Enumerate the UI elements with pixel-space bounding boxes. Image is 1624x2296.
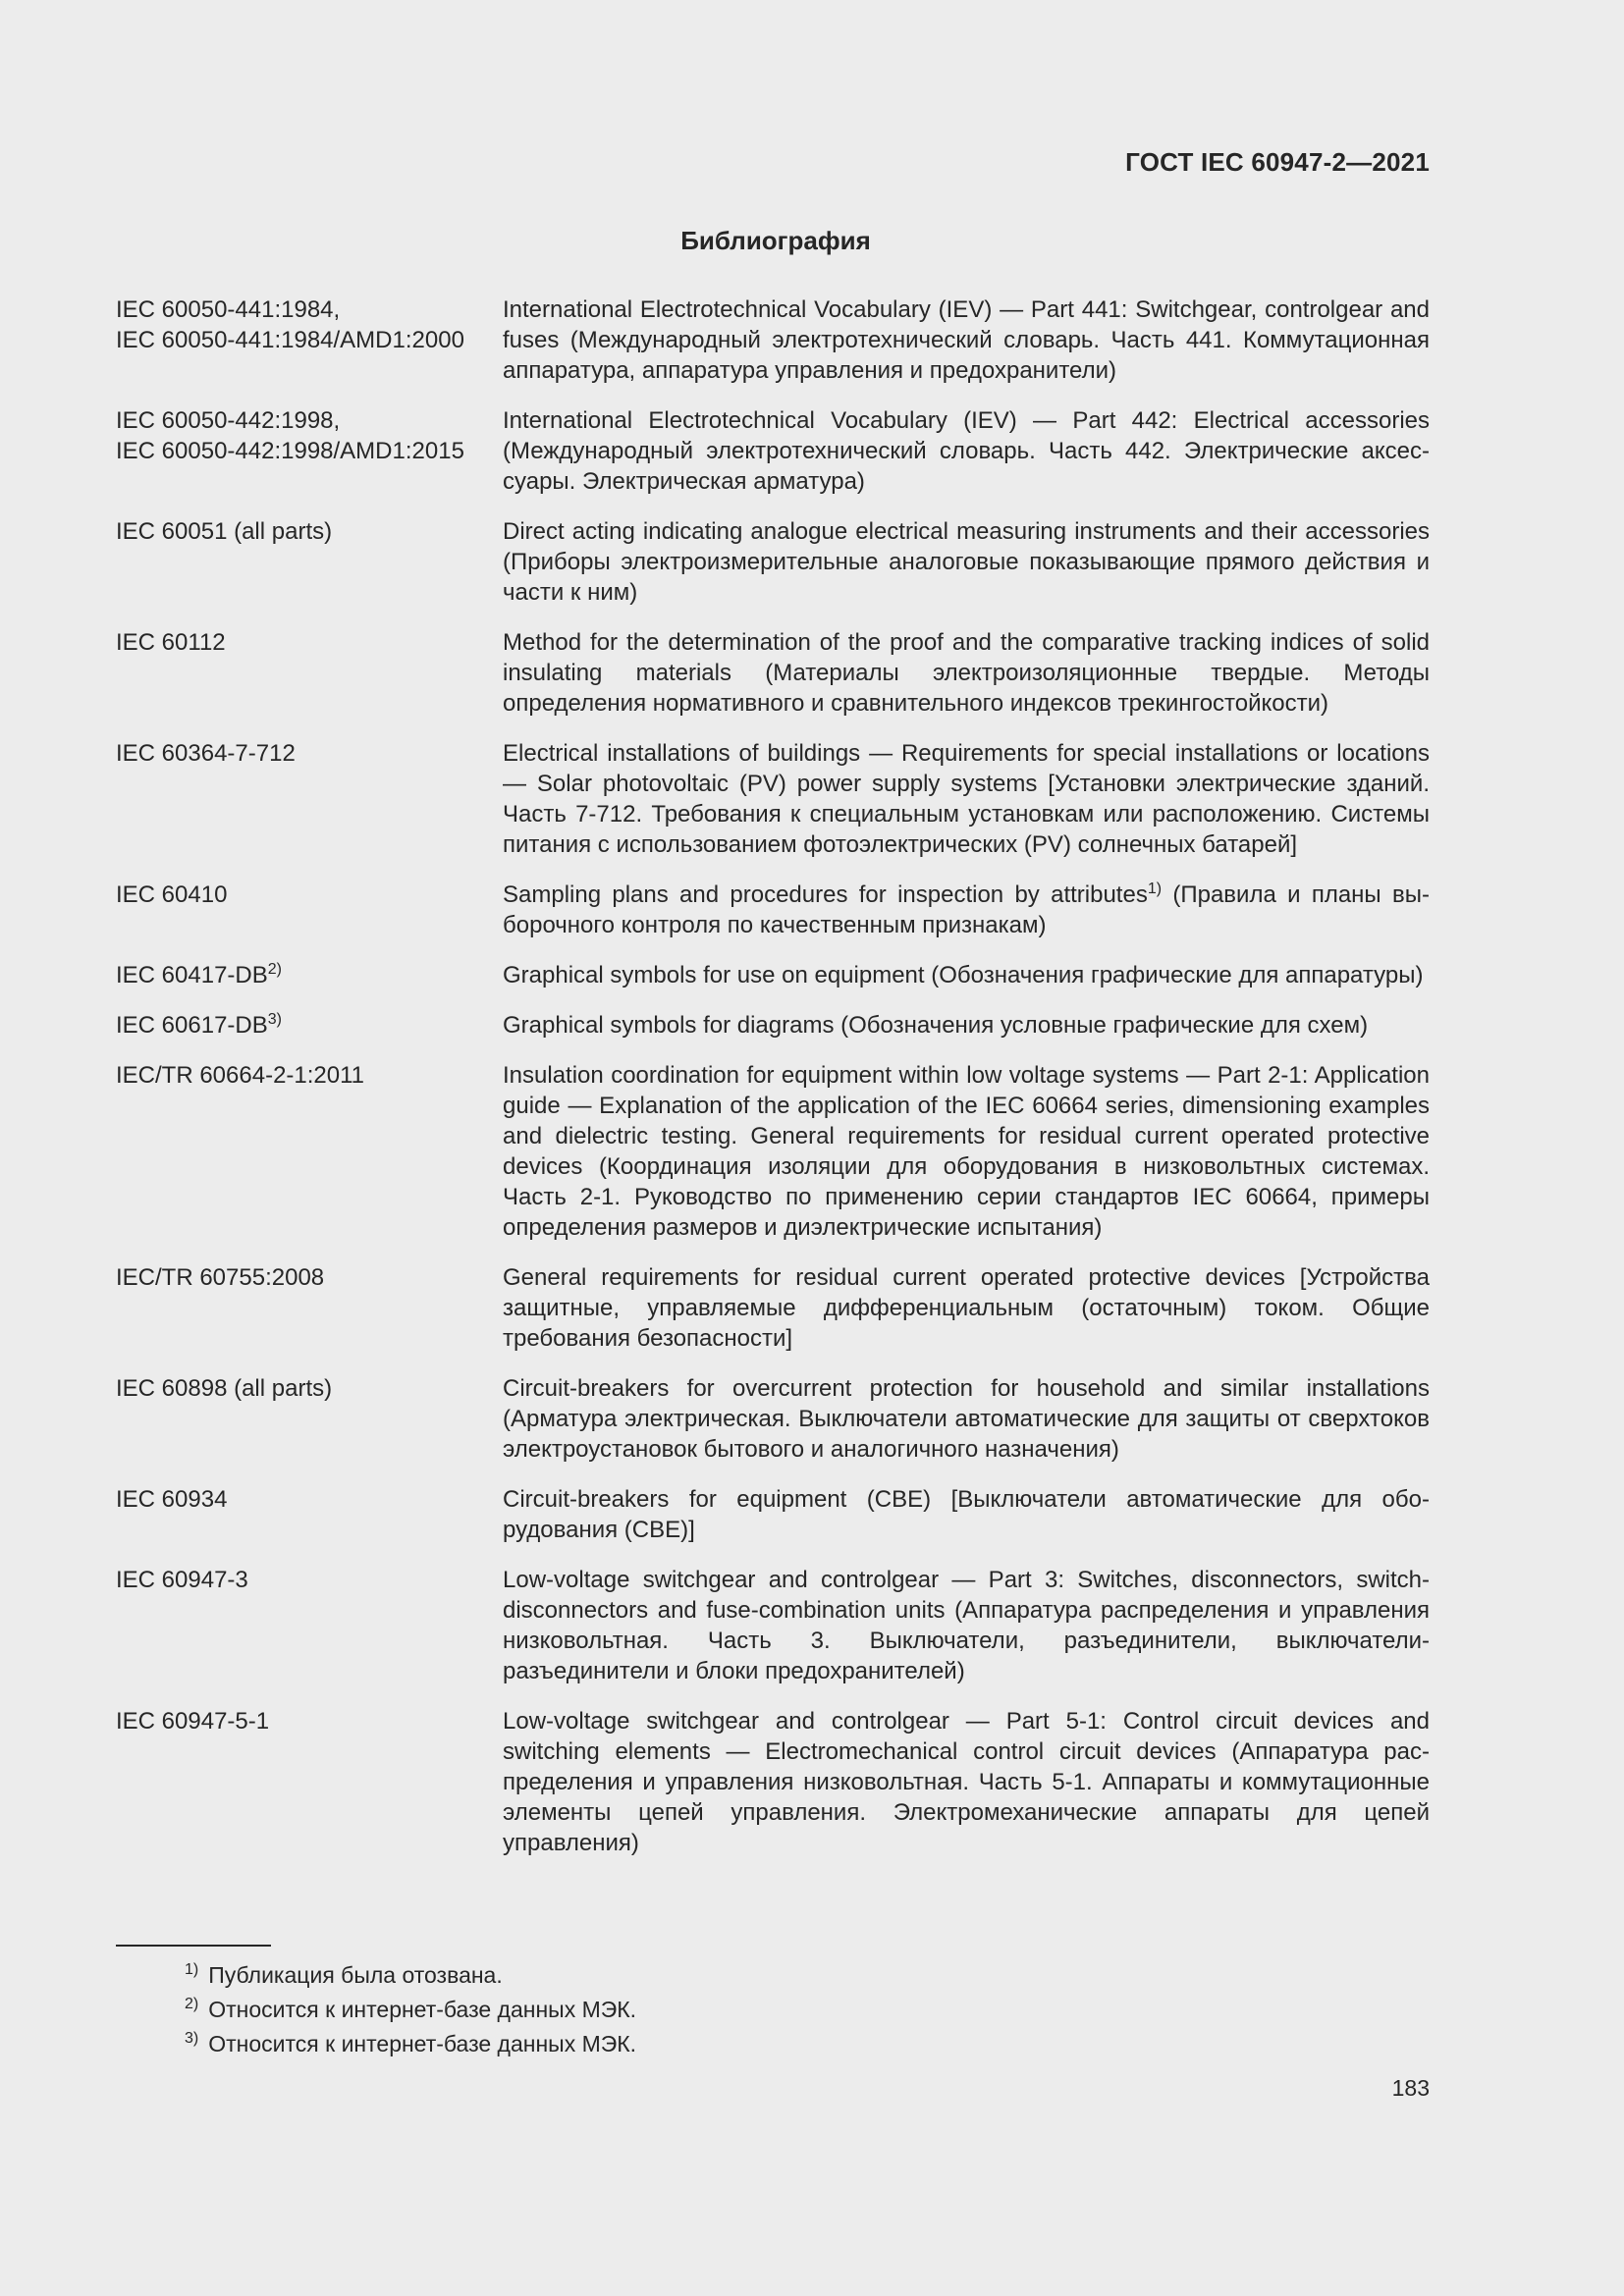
document-header: ГОСТ IEC 60947-2—2021 [1125, 147, 1430, 177]
entry-code: IEC 60947-3 [116, 1567, 248, 1593]
bibliography-entry [116, 1706, 1430, 1858]
entry-code: IEC 60934 [116, 1486, 228, 1513]
entry-description: Graphical symbols for use on equipment (Обозначения графические для аппаратуры) [503, 962, 1424, 988]
bibliography-entry [116, 960, 1430, 990]
entry-description: Electrical installations of buildings — Requirements for special installations or locations — Solar photovoltaic (PV) power supply systems [Установки электрические зданий. Часть 7-712. Требования к специальным установкам или расположению. Системы питания с использованием фотоэлектрических (PV) солнечных батарей] [503, 740, 1430, 858]
footnote-mark: 2) [185, 1996, 199, 2012]
bibliography-entry [116, 880, 1430, 940]
entry-code: IEC 60050-442:1998, IEC 60050-442:1998/AMD1:2015 [116, 407, 464, 464]
page-title: Библиография [680, 226, 871, 255]
entry-code: IEC 60898 (all parts) [116, 1375, 333, 1402]
entry-code: IEC 60050-441:1984, IEC 60050-441:1984/AMD1:2000 [116, 296, 464, 353]
entry-description: Insulation coordination for equipment within low voltage systems — Part 2-1: Application guide — Explanation of the application of the IEC 60664 series, dimensioning examples and dielectric testing. General requirements for residual current operated protective devices (Координация изоляции для оборудования в низковольтных системах. Часть 2-1. Руководство по применению серии стандартов IEC 60664, примеры определения размеров и диэлектрические испытания) [503, 1062, 1430, 1241]
entry-code: IEC 60417-DB$^{2)}$ [116, 961, 282, 988]
footnotes [185, 1958, 1265, 2061]
entry-description: Sampling plans and procedures for inspection by attributes$^{1)}$ (Правила и планы выборочного контроля по качественным признакам) [503, 881, 1430, 938]
footnote-ref: 2) [267, 961, 282, 978]
bibliography-entry [116, 1010, 1430, 1041]
bibliography-entry [116, 294, 1430, 386]
footnote-ref: 3) [267, 1011, 282, 1028]
footnote-mark: 1) [185, 1961, 199, 1978]
entry-description: General requirements for residual current operated protective devices [Устройства защитные, управляемые дифференциальным (остаточным) током. Общие требования безопасности] [503, 1264, 1430, 1352]
entry-code: IEC 60364-7-712 [116, 740, 296, 767]
entry-description: Direct acting indicating analogue electrical measuring instruments and their accessories (Приборы электроизмерительные аналоговые показывающие прямого действия и части к ним) [503, 518, 1430, 606]
footnote-divider [116, 1945, 271, 1947]
footnote-mark: 3) [185, 2030, 199, 2047]
entry-code: IEC 60051 (all parts) [116, 518, 333, 545]
bibliography-entry [116, 738, 1430, 860]
footnote: $^{1)}$ Публикация была отозвана. [185, 1961, 503, 1988]
entry-description: Low-voltage switchgear and controlgear — Part 5-1: Control circuit devices and switching elements — Electromechanical control circuit devices (Аппаратура распределения и управления низковольтная. Часть 5-1. Аппараты и коммутационные элементы цепей управления. Электромеханические аппараты для цепей управления) [503, 1708, 1430, 1856]
entry-description: Method for the determination of the proof and the comparative tracking indices of solid insulating materials (Материалы электроизоляционные твердые. Методы определения нормативного и сравнительного индексов трекингостойкости) [503, 629, 1430, 717]
bibliography-entry [116, 1373, 1430, 1465]
bibliography-entry [116, 627, 1430, 719]
entry-code: IEC/TR 60755:2008 [116, 1264, 325, 1291]
entry-description: Graphical symbols for diagrams (Обозначения условные графические для схем) [503, 1012, 1369, 1039]
bibliography-entry [116, 1565, 1430, 1686]
bibliography-entry [116, 1262, 1430, 1354]
page-number: 183 [1391, 2075, 1430, 2101]
entry-code: IEC 60947-5-1 [116, 1708, 270, 1735]
entry-description: Circuit-breakers for overcurrent protection for household and similar installations (Арматура электрическая. Выключатели автоматические для защиты от сверхтоков электроустановок бытового и аналогичного назначения) [503, 1375, 1430, 1463]
entry-description: International Electrotechnical Vocabulary (IEV) — Part 441: Switchgear, controlgear and fuses (Международный электротехнический словарь. Часть 441. Коммутационная аппаратура, аппаратура управления и предохранители) [503, 296, 1430, 384]
bibliography-entry [116, 1484, 1430, 1545]
entry-code: IEC 60410 [116, 881, 228, 908]
bibliography-entry [116, 405, 1430, 497]
bibliography-entry [116, 516, 1430, 608]
footnote-ref: 1) [1147, 881, 1163, 897]
entry-code: IEC 60617-DB$^{3)}$ [116, 1011, 282, 1039]
entry-description: Low-voltage switchgear and controlgear — Part 3: Switches, disconnectors, switch-disconnectors and fuse-combination units (Аппаратура распределения и управления низковольтная. Часть 3. Выключатели, разъединители, выключатели-разъединители и блоки предохранителей) [503, 1567, 1430, 1684]
entry-code: IEC/TR 60664-2-1:2011 [116, 1062, 365, 1089]
bibliography-entry [116, 1060, 1430, 1243]
bibliography-list [116, 294, 1430, 1878]
entry-description: International Electrotechnical Vocabulary (IEV) — Part 442: Electrical accessories (Международный электротехнический словарь. Часть 442. Электрические аксессуары. Электрическая арматура) [503, 407, 1430, 495]
entry-code: IEC 60112 [116, 629, 226, 656]
footnote: $^{3)}$ Относится к интернет-базе данных МЭК. [185, 2030, 637, 2056]
entry-description: Circuit-breakers for equipment (CBE) [Выключатели автоматические для оборудования (CBE)] [503, 1486, 1430, 1543]
footnote: $^{2)}$ Относится к интернет-базе данных МЭК. [185, 1996, 637, 2022]
